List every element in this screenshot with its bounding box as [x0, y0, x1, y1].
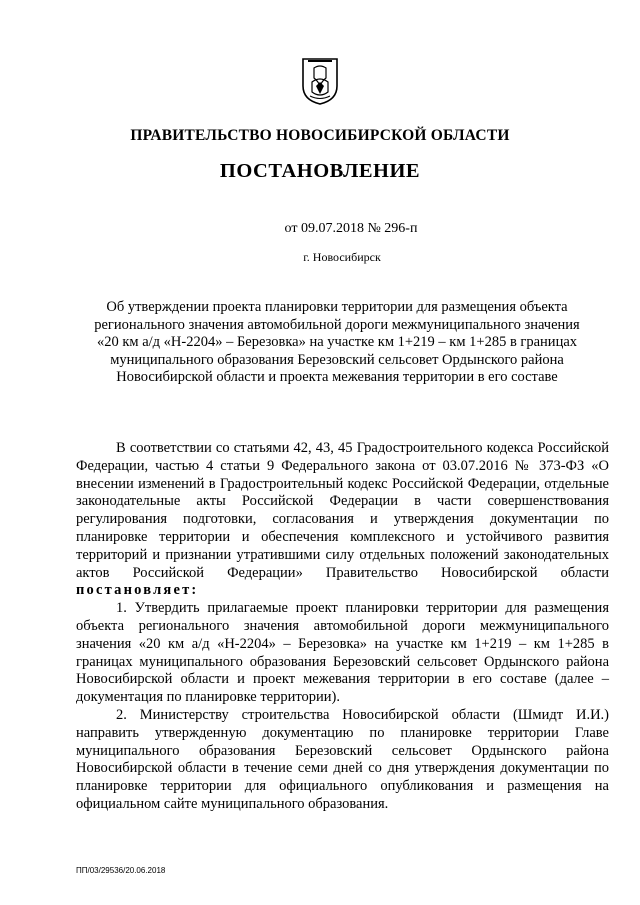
date-and-number: от 09.07.2018 № 296-п [284, 221, 418, 236]
resolution-keyword: постановляет: [76, 582, 199, 599]
subject-line: муниципального образования Березовский сельсовет Ордынского района [110, 351, 564, 368]
document-subject [72, 299, 602, 387]
city: г. Новосибирск [303, 250, 381, 264]
document-type-title: ПОСТАНОВЛЕНИЕ [219, 160, 421, 182]
subject-line: «20 км а/д «Н-2204» – Березовка» на участке км 1+219 – км 1+285 в границах [96, 334, 578, 351]
preamble-paragraph [76, 440, 609, 600]
subject-line: Об утверждении проекта планировки территории для размещения объекта [106, 299, 568, 315]
document-reference: ПП/03/29536/20.06.2018 [76, 866, 166, 875]
subject-line: регионального значения автомобильной дороги межмуниципального значения [94, 316, 580, 333]
clause-1: 1. Утвердить прилагаемые проект планировки территории для размещения объекта регионального значения автомобильной дороги межмуниципального значения «20 км а/д «Н-2204» – Березовка» на участке км 1+219 – км 1+285 в границах муниципального образования Березовский сельсовет Ордынского района Новосибирской области и проект межевания территории в его составе (далее – документация по планировке территории). [76, 600, 609, 706]
organization-name: ПРАВИТЕЛЬСТВО НОВОСИБИРСКОЙ ОБЛАСТИ [130, 127, 510, 144]
clause-2: 2. Министерству строительства Новосибирской области (Шмидт И.И.) направить утвержденную документацию по планировке территории Главе муниципального образования Березовский сельсовет Ордынского района Новосибирской области в течение семи дней со дня утверждения документации по планировке территории для официального опубликования и размещения на официальном сайте муниципального образования. [76, 706, 609, 812]
preamble-text: В соответствии со статьями 42, 43, 45 Градостроительного кодекса Российской Федерации, частью 4 статьи 9 Федерального закона от 03.07.2016 № 373-ФЗ «О внесении изменений в Градостроительный кодекс Российской Федерации, отдельные законодательные акты Российской Федерации в части совершенствования регулирования подготовки, согласования и утверждения документации по планировке территории и обеспечения комплексного и устойчивого развития территорий и признании утратившими силу отдельных положений законодательных актов Российской Федерации» Правительство Новосибирской области [76, 440, 609, 581]
subject-line: Новосибирской области и проекта межевания территории в его составе [116, 369, 558, 386]
document-body [76, 440, 609, 814]
coat-of-arms-icon [300, 56, 340, 106]
